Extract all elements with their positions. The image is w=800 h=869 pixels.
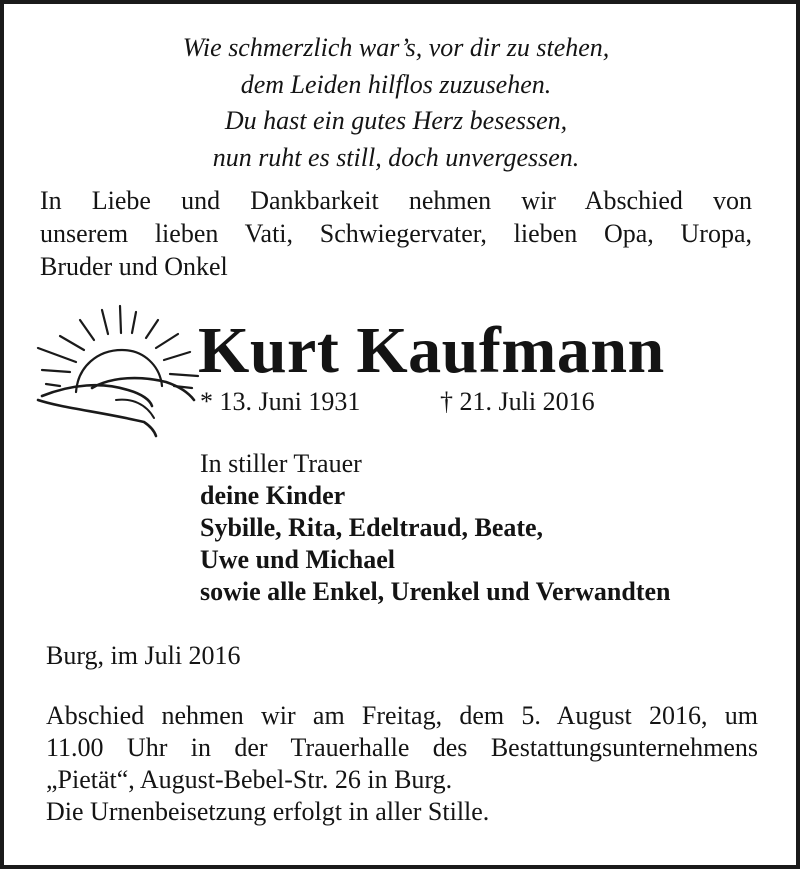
life-dates	[200, 386, 595, 418]
mourners-line: Uwe und Michael	[200, 545, 395, 574]
place-date: Burg, im Juli 2016	[46, 641, 241, 670]
poem-line: dem Leiden hilflos zuzusehen.	[240, 69, 552, 99]
funeral-line: Die Urnenbeisetzung erfolgt in aller Stille.	[46, 797, 490, 826]
poem	[0, 30, 792, 176]
poem-line: nun ruht es still, doch unvergessen.	[212, 142, 580, 172]
mourners-intro: In stiller Trauer	[200, 449, 362, 478]
intro-text	[40, 184, 752, 283]
intro-line: In Liebe und Dankbarkeit nehmen wir Abschied von	[40, 186, 752, 215]
mourners-line: Sybille, Rita, Edeltraud, Beate,	[200, 513, 544, 542]
mourners-line: sowie alle Enkel, Urenkel und Verwandten	[200, 577, 671, 606]
intro-line: unserem lieben Vati, Schwiegervater, lieben Opa, Uropa,	[40, 219, 752, 248]
poem-line: Du hast ein gutes Herz besessen,	[224, 106, 568, 135]
death-date: † 21. Juli 2016	[440, 387, 595, 416]
mourners-line: deine Kinder	[200, 481, 346, 510]
funeral-line: Abschied nehmen wir am Freitag, dem 5. August 2016, um	[46, 701, 758, 730]
funeral-details	[46, 700, 758, 828]
sunset-icon	[32, 300, 202, 440]
poem-line: Wie schmerzlich war’s, vor dir zu stehen,	[182, 33, 610, 62]
mourners-block	[200, 448, 670, 608]
intro-line: Bruder und Onkel	[40, 252, 228, 281]
deceased-name: Kurt Kaufmann	[198, 314, 665, 387]
birth-date: * 13. Juni 1931	[200, 387, 361, 416]
funeral-line: 11.00 Uhr in der Trauerhalle des Bestattungsunternehmens	[46, 733, 758, 762]
funeral-line: „Pietät“, August-Bebel-Str. 26 in Burg.	[46, 765, 453, 794]
